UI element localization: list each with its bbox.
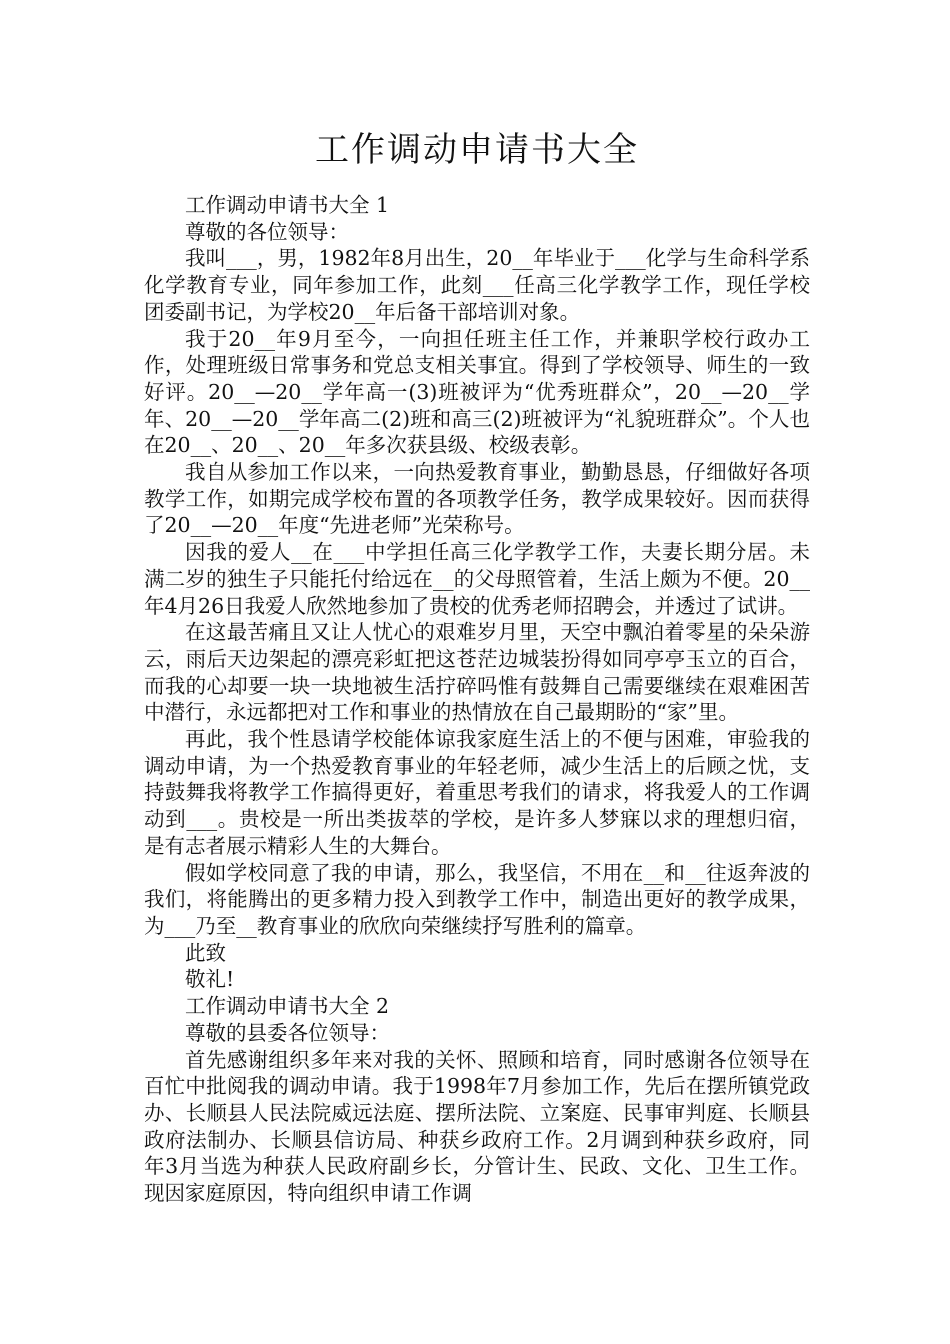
body-paragraph: 我于20__年9月至今，一向担任班主任工作，并兼职学校行政办工作，处理班级日常事务和党总支相关事宜。得到了学校领导、师生的一致好评。20__—20__学年高一(3)班被评为“优秀班群众”，20__—20__学年、20__—20__学年高二(2)班和高三(2)班被评为“礼貌班群众”。个人也在20__、20__、20__年多次获县级、校级表彰。 bbox=[144, 326, 810, 458]
section-heading: 工作调动申请书大全 1 bbox=[185, 193, 390, 217]
body-paragraph: 首先感谢组织多年来对我的关怀、照顾和培育，同时感谢各位领导在百忙中批阅我的调动申请。我于1998年7月参加工作，先后在摆所镇党政办、长顺县人民法院威远法庭、摆所法院、立案庭、民事审判庭、长顺县政府法制办、长顺县信访局、种获乡政府工作。2月调到种获乡政府，同年3月当选为种获人民政府副乡长，分管计生、民政、文化、卫生工作。现因家庭原因，特向组织申请工作调 bbox=[144, 1047, 810, 1206]
salutation: 尊敬的县委各位领导： bbox=[185, 1020, 390, 1045]
body-paragraph: 假如学校同意了我的申请，那么，我坚信，不用在__和__往返奔波的我们，将能腾出的更多精力投入到教学工作中，制造出更好的教学成果，为___乃至__教育事业的欣欣向荣继续抒写胜利的篇章。 bbox=[144, 860, 810, 938]
section-heading: 工作调动申请书大全 2 bbox=[185, 994, 390, 1019]
closing-line: 敬礼! bbox=[185, 967, 235, 992]
document-title: 工作调动申请书大全 bbox=[315, 130, 639, 170]
salutation: 尊敬的各位领导： bbox=[185, 219, 349, 244]
closing-line: 此致 bbox=[185, 940, 226, 965]
body-paragraph: 在这最苦痛且又让人忧心的艰难岁月里，天空中飘泊着零星的朵朵游云，雨后天边架起的漂亮彩虹把这苍茫边城装扮得如同亭亭玉立的百合，而我的心却要一块一块地被生活拧碎吗惟有鼓舞自己需要继续在艰难困苦中潜行，永远都把对工作和事业的热情放在自己最期盼的“家”里。 bbox=[144, 620, 810, 725]
body-paragraph: 我自从参加工作以来，一向热爱教育事业，勤勤恳恳，仔细做好各项教学工作，如期完成学校布置的各项教学任务，教学成果较好。因而获得了20__—20__年度“先进老师”光荣称号。 bbox=[144, 460, 810, 538]
body-paragraph: 我叫___，男，1982年8月出生，20__年毕业于___化学与生命科学系化学教育专业，同年参加工作，此刻___任高三化学教学工作，现任学校团委副书记，为学校20__年后备干部培训对象。 bbox=[144, 246, 810, 324]
body-paragraph: 因我的爱人__在___中学担任高三化学教学工作，夫妻长期分居。未满二岁的独生子只能托付给远在__的父母照管着，生活上颇为不便。20__年4月26日我爱人欣然地参加了贵校的优秀老师招聘会，并透过了试讲。 bbox=[144, 540, 810, 618]
body-paragraph: 再此，我个性恳请学校能体谅我家庭生活上的不便与困难，审验我的调动申请，为一个热爱教育事业的年轻老师，减少生活上的后顾之忧，支持鼓舞我将教学工作搞得更好，着重思考我们的请求，将我爱人的工作调动到___。贵校是一所出类拔萃的学校，是许多人梦寐以求的理想归宿，是有志者展示精彩人生的大舞台。 bbox=[144, 727, 810, 858]
document-body bbox=[144, 192, 810, 1207]
